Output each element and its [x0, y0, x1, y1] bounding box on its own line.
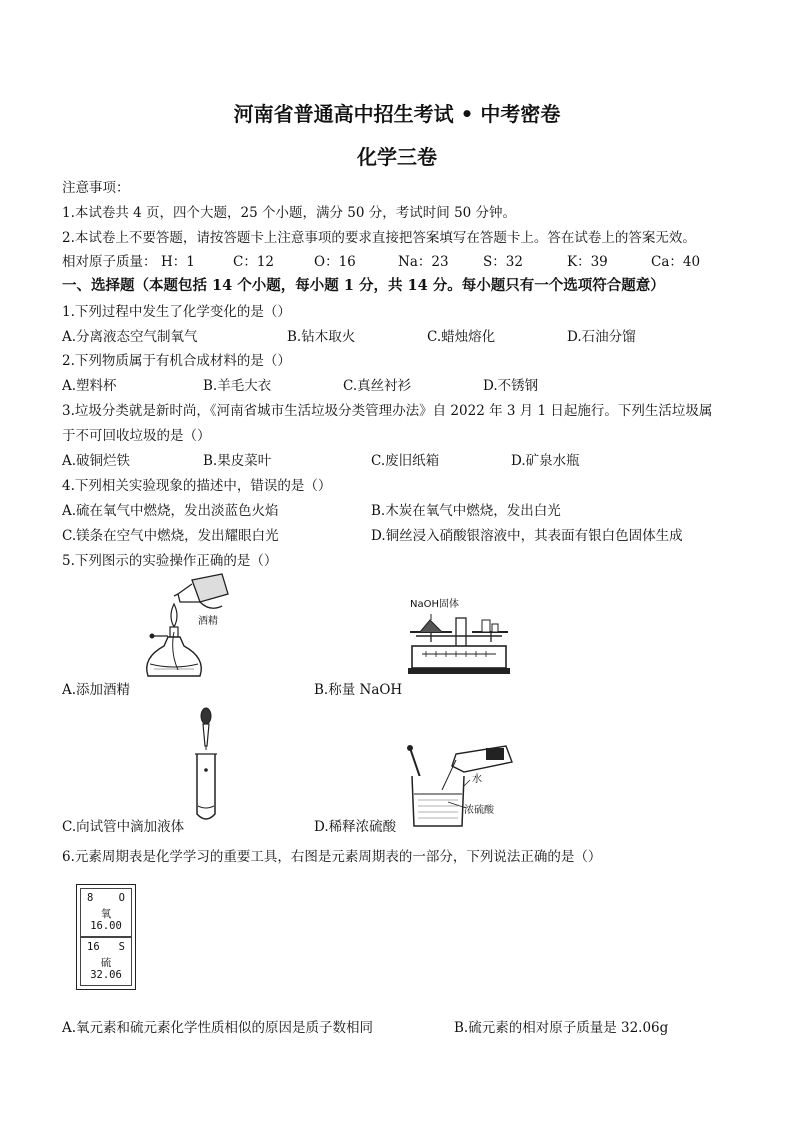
q3-option-d: D.矿泉水瓶: [511, 453, 580, 469]
oxygen-number: 8: [87, 892, 94, 904]
oxygen-symbol: O: [118, 892, 125, 904]
q2-option-a: A.塑料杯: [62, 378, 117, 394]
q2-stem: 2.下列物质属于有机合成材料的是（）: [62, 353, 291, 369]
q4-option-a: A.硫在氧气中燃烧，发出淡蓝色火焰: [62, 503, 279, 519]
q2-option-b: B.羊毛大衣: [203, 378, 272, 394]
q5-option-a: A.添加酒精: [62, 682, 131, 698]
notice-item-2: 2.本试卷上不要答题，请按答题卡上注意事项的要求直接把答案填写在答题卡上。答在试卷上的答案无效。: [62, 230, 696, 246]
oxygen-mass: 16.00: [90, 920, 122, 932]
sulfur-name: 硫: [100, 957, 112, 969]
notice-item-1: 1.本试卷共 4 页，四个大题，25 个小题，满分 50 分，考试时间 50 分钟。: [62, 205, 517, 221]
q6-stem: 6.元素周期表是化学学习的重要工具，右图是元素周期表的一部分，下列说法正确的是（）: [62, 849, 602, 865]
figure-dropper-tube: [188, 706, 228, 826]
q2-option-d: D.不锈钢: [483, 378, 539, 394]
sulfur-number: 16: [87, 941, 100, 953]
q4-stem: 4.下列相关实验现象的描述中，错误的是（）: [62, 478, 332, 494]
q4-option-c: C.镁条在空气中燃烧，发出耀眼白光: [62, 528, 279, 544]
mass-k: K：39: [567, 254, 608, 270]
mass-h: H：1: [161, 254, 195, 270]
label-water: 水: [472, 774, 482, 785]
q1-stem: 1.下列过程中发生了化学变化的是（）: [62, 304, 291, 320]
q1-option-b: B.钻木取火: [287, 329, 356, 345]
sulfur-symbol: S: [118, 941, 125, 953]
section-1-heading: 一、选择题（本题包括 14 个小题，每小题 1 分，共 14 分。每小题只有一个选项符合题意）: [62, 277, 665, 294]
element-cell-oxygen: [80, 888, 132, 937]
q3-option-a: A.破铜烂铁: [62, 453, 131, 469]
exam-subtitle: 化学三卷: [357, 145, 437, 169]
mass-na: Na：23: [398, 254, 449, 270]
q1-option-d: D.石油分馏: [567, 329, 636, 345]
notice-heading: 注意事项：: [62, 180, 130, 196]
q3-option-b: B.果皮菜叶: [203, 453, 272, 469]
figure-dilute-acid: [402, 740, 522, 832]
q4-option-b: B.木炭在氧气中燃烧，发出白光: [371, 503, 561, 519]
q5-option-d: D.稀释浓硫酸: [314, 819, 397, 835]
q1-option-c: C.蜡烛熔化: [427, 329, 496, 345]
periodic-table-fragment: [76, 884, 136, 990]
q5-option-c: C.向试管中滴加液体: [62, 819, 185, 835]
element-cell-sulfur: [80, 937, 132, 986]
q3-stem-line-2: 于不可回收垃圾的是（）: [62, 428, 211, 444]
figure-balance: [404, 596, 514, 682]
q6-option-a: A.氧元素和硫元素化学性质相似的原因是质子数相同: [62, 1020, 374, 1036]
label-alcohol: 酒精: [198, 616, 218, 627]
atomic-mass-line: [62, 250, 157, 270]
q5-option-b: B.称量 NaOH: [314, 682, 403, 698]
sulfur-mass: 32.06: [90, 969, 122, 981]
q3-option-c: C.废旧纸箱: [371, 453, 440, 469]
q4-option-d: D.铜丝浸入硝酸银溶液中，其表面有银白色固体生成: [371, 528, 683, 544]
mass-ca: Ca：40: [651, 254, 701, 270]
mass-c: C：12: [233, 254, 275, 270]
q1-option-a: A.分离液态空气制氧气: [62, 329, 198, 345]
q3-stem-line-1: 3.垃圾分类就是新时尚，《河南省城市生活垃圾分类管理办法》自 2022 年 3 月 1 日起施行。下列生活垃圾属: [62, 403, 713, 419]
q5-stem: 5.下列图示的实验操作正确的是（）: [62, 553, 278, 569]
label-acid: 浓硫酸: [464, 805, 494, 816]
atomic-mass-label: 相对原子质量：: [62, 254, 157, 270]
mass-s: S：32: [483, 254, 523, 270]
label-naoh: NaOH固体: [410, 599, 459, 610]
q6-option-b: B.硫元素的相对原子质量是 32.06g: [454, 1020, 669, 1036]
figure-add-alcohol: [130, 572, 230, 687]
oxygen-name: 氧: [100, 908, 112, 920]
mass-o: O：16: [314, 254, 356, 270]
exam-title: 河南省普通高中招生考试 • 中考密卷: [233, 102, 561, 126]
q2-option-c: C.真丝衬衫: [343, 378, 412, 394]
